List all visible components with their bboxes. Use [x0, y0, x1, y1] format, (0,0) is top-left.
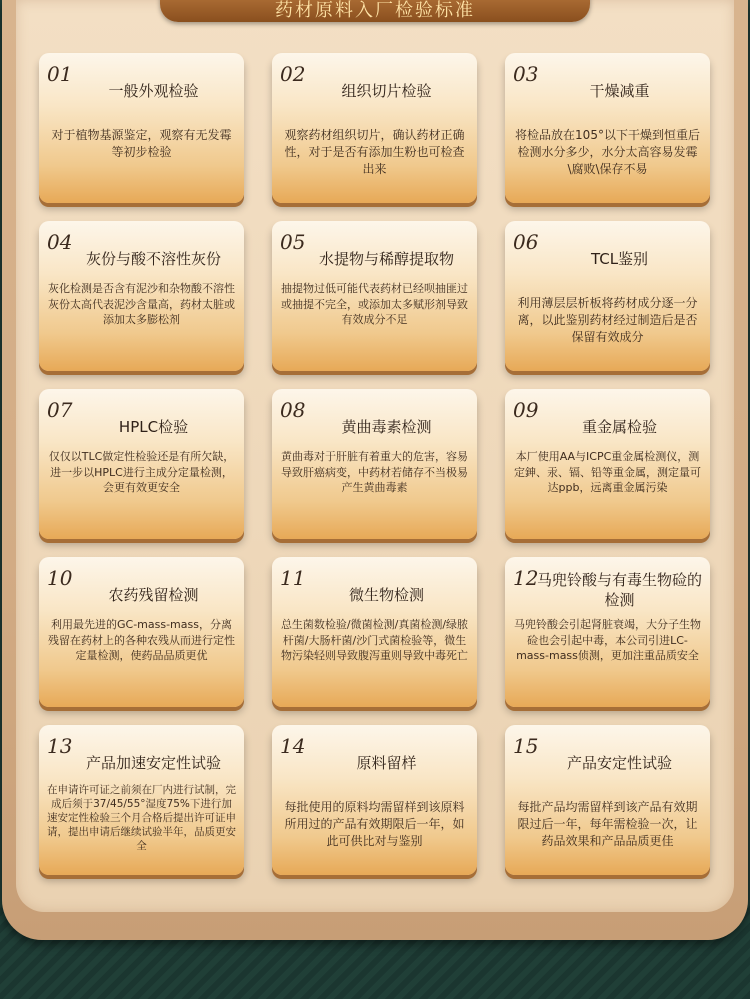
test-card [39, 389, 244, 539]
card-number: 15 [513, 734, 539, 758]
card-description: 利用薄层层析板将药材成分逐一分离，以此鉴别药材经过制造后是否保留有效成分 [517, 296, 698, 344]
card-number: 13 [47, 734, 73, 758]
card-description: 利用最先进的GC-mass-mass，分离残留在药材上的各种农残从而进行定性定量检测，使药品品质更优 [48, 618, 235, 662]
card-title: 产品加速安定性试验 [85, 754, 221, 772]
card-description: 本厂使用AA与ICPC重金属检测仪，测定鉮、汞、镉、铅等重金属，测定量可达ppb，远离重金属污染 [514, 450, 701, 494]
card-title: 微生物检测 [348, 586, 424, 604]
test-card [505, 221, 710, 371]
card-description: 在申请许可证之前须在厂内进行试制，完成后须于37/45/55°湿度75%下进行加速安定性检验三个月合格后提出许可证申请，提出申请后继续试验半年，品质更安全 [47, 784, 236, 852]
card-number: 08 [280, 398, 306, 422]
card-description: 马兜铃酸会引起肾脏衰竭，大分子生物硷也会引起中毒，本公司引进LC-mass-mass侦测，更加注重品质安全 [514, 618, 701, 662]
card-number: 05 [280, 230, 306, 254]
card-title: HPLC检验 [118, 418, 189, 436]
test-card [39, 557, 244, 707]
test-card [505, 53, 710, 203]
card-title: 原料留样 [356, 754, 417, 772]
card-description: 每批产品均需留样到该产品有效期限过后一年，每年需检验一次，让药品效果和产品品质更佳 [517, 800, 698, 848]
card-number: 06 [513, 230, 539, 254]
test-card [272, 53, 477, 203]
card-number: 11 [280, 566, 306, 590]
card-title: TCL鉴别 [590, 250, 649, 268]
card-description: 总生菌数检验/微菌检测/真菌检测/绿脓杆菌/大肠杆菌/沙门式菌检验等，微生物污染轻则导致腹泻重则导致中毒死亡 [280, 618, 469, 662]
card-description: 灰化检测是否含有泥沙和杂物酸不溶性灰份太高代表泥沙含量高，药材太脏或添加太多膨松剂 [48, 282, 235, 326]
card-number: 10 [47, 566, 73, 590]
card-number: 04 [47, 230, 73, 254]
test-card [272, 725, 477, 875]
test-card [505, 389, 710, 539]
test-card [272, 389, 477, 539]
test-card [39, 53, 244, 203]
card-title: 组织切片检验 [341, 82, 432, 100]
card-title: 重金属检验 [581, 418, 657, 436]
card-description: 将检品放在105°以下干燥到恒重后检测水分多少，水分太高容易发霉\腐败\保存不易 [515, 128, 700, 176]
card-title: 水提物与稀醇提取物 [318, 250, 454, 268]
test-card [272, 557, 477, 707]
card-title: 马兜铃酸与有毒生物硷的检测 [536, 571, 702, 609]
card-number: 14 [280, 734, 306, 758]
card-description: 每批使用的原料均需留样到该原料所用过的产品有效期限后一年，如此可供比对与鉴别 [284, 800, 465, 848]
card-description: 仅仅以TLC做定性检验还是有所欠缺，进一步以HPLC进行主成分定量检测，会更有效更安全 [48, 450, 235, 494]
test-card [272, 221, 477, 371]
card-description: 黄曲毒对于肝脏有着重大的危害，容易导致肝癌病变，中药材若储存不当极易产生黄曲毒素 [281, 450, 468, 494]
card-number: 01 [47, 62, 73, 86]
card-title: 产品安定性试验 [566, 754, 672, 772]
card-description: 抽提物过低可能代表药材已经呗抽匪过或抽提不完全，或添加太多赋形剂导致有效成分不足 [281, 282, 468, 326]
card-title: 黄曲毒素检测 [341, 418, 432, 436]
card-number: 07 [47, 398, 73, 422]
card-number: 02 [280, 62, 306, 86]
card-title: 干燥减重 [589, 82, 650, 100]
card-description: 观察药材组织切片，确认药材正确性，对于是否有添加生粉也可检查出来 [284, 128, 465, 176]
card-number: 09 [513, 398, 539, 422]
card-title: 灰份与酸不溶性灰份 [85, 250, 221, 268]
card-title: 一般外观检验 [108, 82, 199, 100]
card-description: 对于植物基源鉴定，观察有无发霉等初步检验 [51, 128, 232, 159]
card-number: 12 [513, 566, 539, 590]
test-card [39, 221, 244, 371]
test-card [505, 557, 710, 707]
test-card [505, 725, 710, 875]
card-number: 03 [513, 62, 539, 86]
test-card [39, 725, 244, 875]
card-title: 农药残留检测 [108, 586, 199, 604]
banner-title: 药材原料入厂检验标准 [275, 0, 475, 21]
